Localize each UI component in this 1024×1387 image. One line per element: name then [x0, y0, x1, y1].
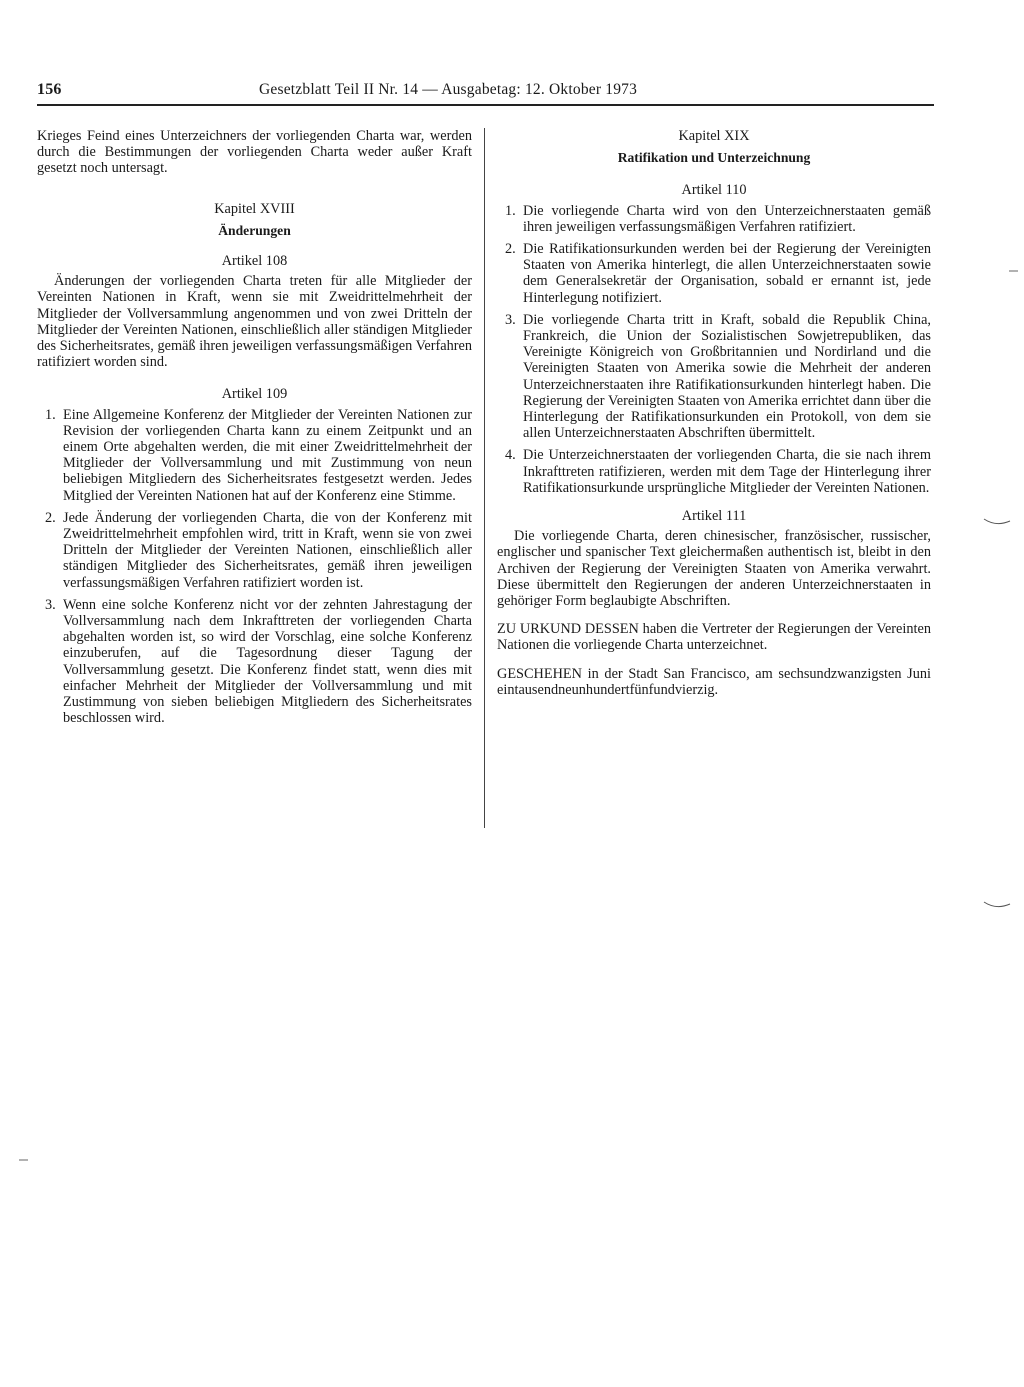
urkund-paragraph: ZU URKUND DESSEN haben die Vertreter der Regierungen der Vereinten Nationen die vorliegende Charta unterzeichnet. [497, 621, 931, 654]
header-rule [37, 104, 934, 106]
item-number: 4. [505, 447, 516, 464]
article-108-text: Änderungen der vorliegenden Charta treten für alle Mitglieder der Vereinten Nationen in Kraft, wenn sie mit Zweidrittelmehrheit der Mitglieder der Vollversammlung angenommen und von zwei Dritteln der Mitglieder der Vereinten Nationen, einschließlich aller ständigen Mitglieder des Sicherheitsrates, gemäß ihren jeweiligen verfassungsmäßigen Verfahren ratifiziert worden sind. [37, 273, 472, 371]
item-number: 2. [45, 509, 56, 526]
list-item [497, 447, 931, 496]
chapter-xix-title: Ratifikation und Unterzeichnung [617, 150, 811, 166]
article-109-heading: Artikel 109 [221, 386, 288, 403]
left-column [37, 128, 472, 733]
geschehen-paragraph: GESCHEHEN in der Stadt San Francisco, am sechsundzwanzigsten Juni eintausendneunhundertfünfundvierzig. [497, 665, 931, 698]
scan-mark [982, 898, 1012, 912]
item-number: 1. [45, 406, 56, 423]
article-111-heading: Artikel 111 [681, 508, 747, 525]
article-109-list [37, 407, 472, 727]
article-110-list [497, 203, 931, 496]
list-item [497, 203, 931, 235]
article-111-text: Die vorliegende Charta, deren chinesischer, französischer, russischer, englischer und spanischer Text gleichermaßen authentisch ist, bleibt in den Archiven der Regierung der Vereinigten Staaten von Amerika verwahrt. Diese übermittelt den Regierungen der anderen Unterzeichnerstaaten in gehöriger Form beglaubigte Abschriften. [497, 528, 931, 610]
list-item [37, 597, 472, 727]
item-text: Eine Allgemeine Konferenz der Mitglieder der Vereinten Nationen zur Revision der vorliegenden Charta kann zu einem Zeitpunkt und an einem Orte abgehalten werden, die mit einer Zweidrittelmehrheit der Mitglieder der Vollversammlung und mit Zustimmung von neun beliebigen Mitgliedern des Sicherheitsrates festgesetzt werden. Jedes Mitglied der Vereinten Nationen hat auf der Konferenz eine Stimme. [63, 406, 472, 504]
item-text: Die vorliegende Charta tritt in Kraft, sobald die Republik China, Frankreich, die Union der Sozialistischen Sowjetrepubliken, das Vereinigte Königreich von Großbritannien und Nordirland und die Vereinigten Staaten von Amerika sowie die Mehrheit der anderen Unterzeichnerstaaten ihre Ratifikationsurkunden hinterlegt haben. Die Regierung der Vereinigten Staaten von Amerika errichtet dann über die Hinterlegung der Ratifikationsurkunden ein Protokoll, von dem sie allen Unterzeichnerstaaten Abschriften übermittelt. [523, 311, 931, 442]
list-item [497, 241, 931, 306]
list-item [37, 407, 472, 504]
scan-mark [982, 515, 1012, 529]
column-divider [484, 128, 485, 828]
chapter-xviii-title: Änderungen [218, 222, 291, 238]
list-item [37, 510, 472, 591]
item-text: Die Unterzeichnerstaaten der vorliegenden Charta, die sie nach ihrem Inkrafttreten ratifizieren, werden mit dem Tage der Hinterlegung ihrer Ratifikationsurkunde ursprüngliche Mitglieder der Vereinten Nationen. [523, 447, 931, 496]
item-number: 3. [45, 596, 56, 613]
right-column [497, 128, 931, 698]
gazette-title: Gesetzblatt Teil II Nr. 14 — Ausgabetag: 12. Oktober 1973 [259, 81, 638, 98]
item-text: Wenn eine solche Konferenz nicht vor der zehnten Jahrestagung der Vollversammlung nach dem Inkrafttreten der vorliegenden Charta abgehalten worden ist, so wird der Vorschlag, eine solche Konferenz einzuberufen, auf die Tagesordnung dieser Tagung der Vollversammlung gesetzt. Die Konferenz findet statt, wenn dies mit einfacher Mehrheit der Mitglieder der Vollversammlung und mit Zustimmung von sieben beliebigen Mitgliedern des Sicherheitsrates beschlossen wird. [63, 596, 472, 727]
scan-mark [1008, 268, 1020, 274]
item-text: Die Ratifikationsurkunden werden bei der Regierung der Vereinigten Staaten von Amerika hinterlegt, die allen Unterzeichnerstaaten sowie dem Generalsekretär der Organisation, sobald er ernannt ist, jede Hinterlegung notifiziert. [523, 241, 931, 306]
item-number: 3. [505, 311, 516, 328]
article-108-heading: Artikel 108 [221, 253, 288, 270]
item-number: 2. [505, 241, 516, 258]
page-number: 156 [37, 81, 62, 98]
scan-mark [18, 1157, 30, 1163]
chapter-xviii-label: Kapitel XVIII [214, 200, 295, 217]
list-item [497, 312, 931, 442]
continuation-paragraph: Krieges Feind eines Unterzeichners der vorliegenden Charta war, werden durch die Bestimmungen der vorliegenden Charta weder außer Kraft gesetzt noch untersagt. [37, 128, 472, 177]
item-number: 1. [505, 202, 516, 219]
item-text: Jede Änderung der vorliegenden Charta, die von der Konferenz mit Zweidrittelmehrheit empfohlen wird, tritt in Kraft, wenn sie von zwei Dritteln der Mitglieder der Vereinten Nationen, einschließlich aller ständigen Mitglieder des Sicherheitsrates, gemäß ihren jeweiligen verfassungsmäßigen Verfahren ratifiziert worden ist. [63, 509, 472, 591]
chapter-xix-label: Kapitel XIX [678, 128, 750, 144]
article-110-heading: Artikel 110 [681, 182, 747, 199]
item-text: Die vorliegende Charta wird von den Unterzeichnerstaaten gemäß ihren jeweiligen verfassungsmäßigen Verfahren ratifiziert. [523, 202, 931, 235]
